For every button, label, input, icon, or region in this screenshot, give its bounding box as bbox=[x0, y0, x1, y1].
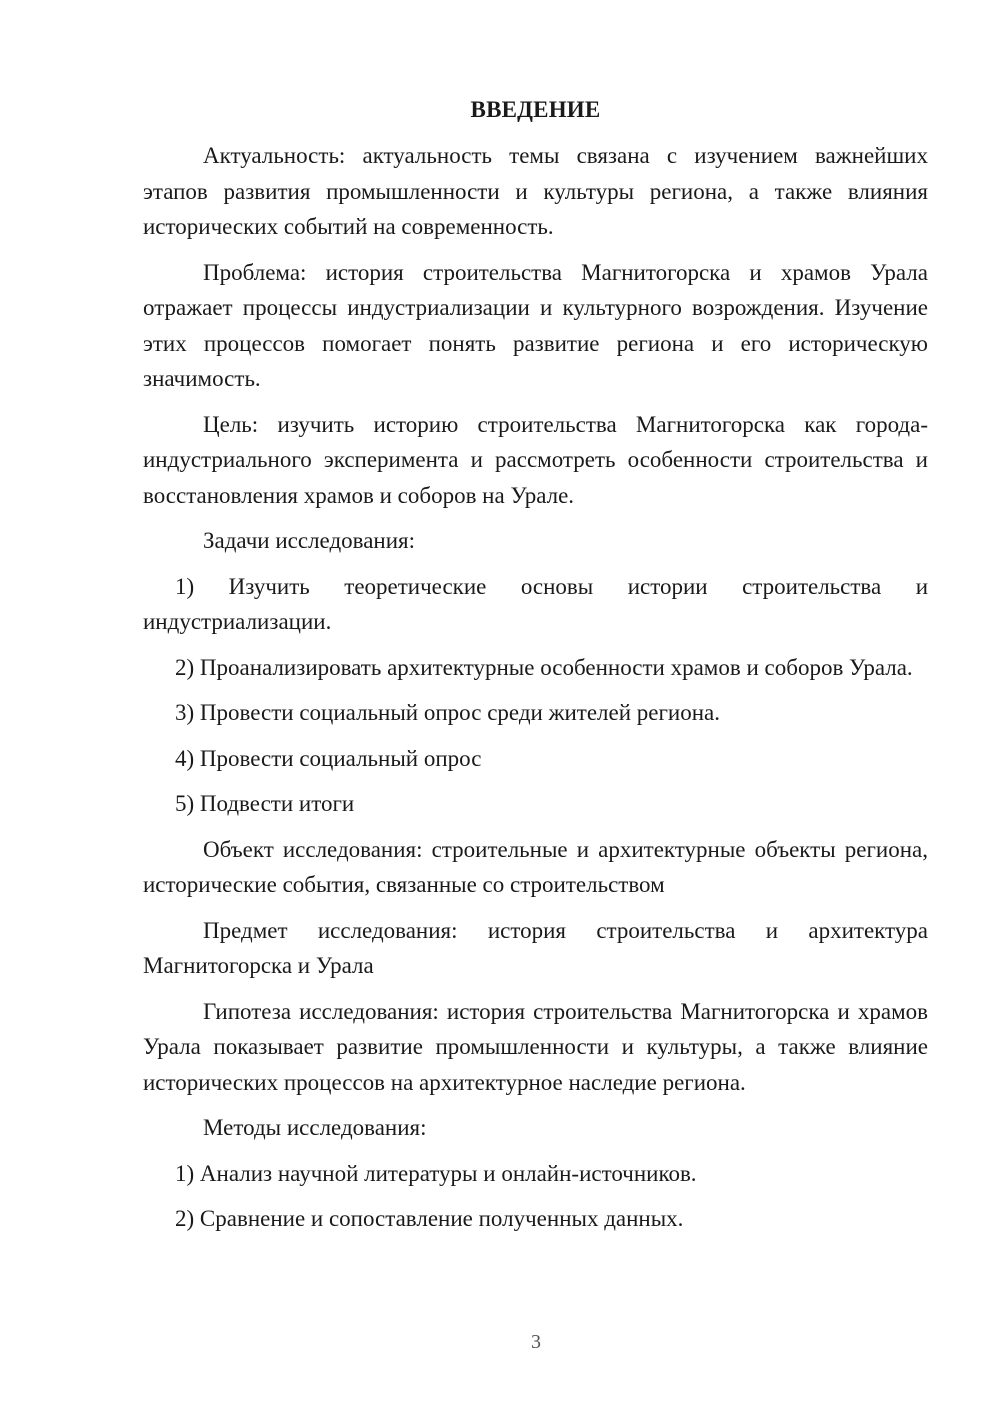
list-item: 2) Проанализировать архитектурные особенности храмов и соборов Урала. bbox=[175, 654, 913, 680]
paragraph-hypothesis: Гипотеза исследования: история строительства Магнитогорска и храмов Урала показывает развитие промышленности и культуры, а также влияние исторических процессов на архитектурное наследие региона. bbox=[143, 998, 928, 1095]
paragraph-goal: Цель: изучить историю строительства Магнитогорска как города-индустриального эксперимента и рассмотреть особенности строительства и восстановления храмов и соборов на Урале. bbox=[143, 411, 928, 508]
paragraph-methods-heading: Методы исследования: bbox=[203, 1115, 427, 1140]
paragraph-subject: Предмет исследования: история строительства и архитектура Магнитогорска и Урала bbox=[143, 917, 928, 978]
list-item: 5) Подвести итоги bbox=[175, 791, 355, 816]
list-item: 1) Изучить теоретические основы истории строительства и индустриализации. bbox=[143, 573, 928, 634]
paragraph-tasks-heading: Задачи исследования: bbox=[203, 528, 416, 553]
list-item: 1) Анализ научной литературы и онлайн-источников. bbox=[175, 1160, 697, 1186]
list-item: 2) Сравнение и сопоставление полученных данных. bbox=[175, 1206, 684, 1231]
page-title: ВВЕДЕНИЕ bbox=[470, 97, 601, 122]
paragraph-object: Объект исследования: строительные и архитектурные объекты региона, исторические события, связанные со строительством bbox=[143, 836, 928, 897]
list-item: 4) Провести социальный опрос bbox=[175, 745, 482, 771]
paragraph-relevance: Актуальность: актуальность темы связана с изучением важнейших этапов развития промышленности и культуры региона, а также влияния исторических событий на современность. bbox=[143, 143, 928, 239]
list-item: 3) Провести социальный опрос среди жителей региона. bbox=[175, 700, 721, 725]
page-number: 3 bbox=[531, 1331, 541, 1353]
paragraph-problem: Проблема: история строительства Магнитогорска и храмов Урала отражает процессы индустриализации и культурного возрождения. Изучение этих процессов помогает понять развитие региона и его историческую значимость. bbox=[143, 259, 928, 391]
document-page bbox=[143, 92, 928, 1237]
